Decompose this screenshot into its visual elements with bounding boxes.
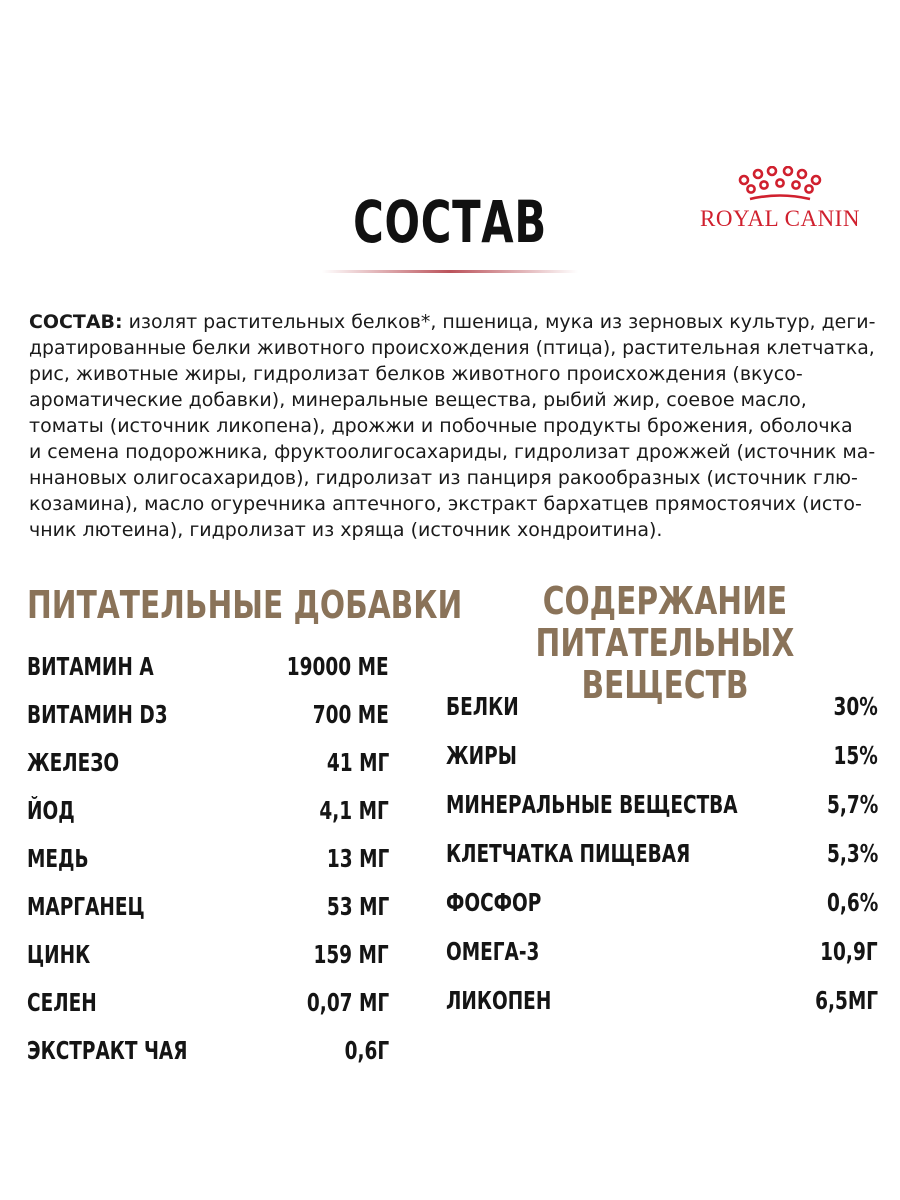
additives-table	[27, 646, 389, 1078]
crown-icon	[738, 166, 822, 206]
composition-line: томаты (источник ликопена), дрожжи и побочные продукты брожения, оболочка	[29, 415, 853, 437]
additive-value: 0,6Г	[344, 1036, 389, 1065]
nutrient-value: 30%	[833, 692, 878, 721]
composition-label: СОСТАВ:	[29, 311, 123, 333]
nutrient-name: КЛЕТЧАТКА ПИЩЕВАЯ	[446, 839, 691, 868]
composition-line	[29, 309, 876, 335]
additive-name: СЕЛЕН	[27, 988, 97, 1017]
additive-name: МЕДЬ	[27, 844, 89, 873]
additive-value: 700 МЕ	[312, 700, 389, 729]
nutrients-table	[446, 686, 878, 1029]
additive-value: 13 МГ	[326, 844, 389, 873]
nutrient-name: ЛИКОПЕН	[446, 986, 552, 1015]
nutrient-row	[446, 686, 878, 735]
additive-name: МАРГАНЕЦ	[27, 892, 145, 921]
nutrient-name: БЕЛКИ	[446, 692, 519, 721]
additive-value: 0,07 МГ	[306, 988, 389, 1017]
composition-line: ароматические добавки), минеральные вещества, рыбий жир, соевое масло,	[29, 389, 807, 411]
additive-row	[27, 1030, 389, 1078]
additive-name: ЖЕЛЕЗО	[27, 748, 120, 777]
nutrient-value: 10,9Г	[820, 937, 878, 966]
nutrient-value: 15%	[833, 741, 878, 770]
additive-row	[27, 934, 389, 982]
composition-line-text: изолят растительных белков*, пшеница, мука из зерновых культур, деги-	[122, 311, 876, 333]
additive-row	[27, 838, 389, 886]
composition-text	[29, 309, 875, 543]
composition-line: дратированные белки животного происхождения (птица), растительная клетчатка,	[29, 337, 875, 359]
additive-value: 4,1 МГ	[319, 796, 389, 825]
nutrient-row	[446, 784, 878, 833]
nutrient-name: МИНЕРАЛЬНЫЕ ВЕЩЕСТВА	[446, 790, 738, 819]
title-underline	[322, 270, 578, 273]
composition-line: рис, животные жиры, гидролизат белков животного происхождения (вкусо-	[29, 363, 803, 385]
brand-name: ROYAL CANIN	[700, 206, 860, 231]
additive-row	[27, 646, 389, 694]
additive-row	[27, 886, 389, 934]
nutrients-heading-line2: ВЕЩЕСТВ	[581, 663, 749, 707]
nutrient-name: ФОСФОР	[446, 888, 542, 917]
additive-value: 41 МГ	[326, 748, 389, 777]
additive-name: ЭКСТРАКТ ЧАЯ	[27, 1036, 188, 1065]
nutrient-row	[446, 980, 878, 1029]
nutrient-row	[446, 882, 878, 931]
nutrients-heading-line1: СОДЕРЖАНИЕ ПИТАТЕЛЬНЫХ	[535, 579, 795, 665]
royal-canin-logo	[682, 166, 878, 238]
additive-value: 53 МГ	[326, 892, 389, 921]
additive-value: 19000 МЕ	[287, 652, 389, 681]
additive-name: ЙОД	[27, 796, 75, 825]
composition-line: чник лютеина), гидролизат из хряща (источник хондроитина).	[29, 519, 663, 541]
nutrient-name: ЖИРЫ	[446, 741, 517, 770]
nutrient-value: 5,7%	[826, 790, 878, 819]
nutrient-row	[446, 735, 878, 784]
page-title: СОСТАВ	[353, 188, 547, 256]
additive-name: ЦИНК	[27, 940, 91, 969]
additive-value: 159 МГ	[313, 940, 389, 969]
composition-line: ннановых олигосахаридов), гидролизат из панциря ракообразных (источник глю-	[29, 467, 858, 489]
additive-row	[27, 742, 389, 790]
additive-row	[27, 694, 389, 742]
nutrient-row	[446, 833, 878, 882]
nutrient-value: 6,5МГ	[815, 986, 878, 1015]
nutrient-value: 5,3%	[826, 839, 878, 868]
additive-name: ВИТАМИН D3	[27, 700, 168, 729]
composition-line: козамина), масло огуречника аптечного, экстракт бархатцев прямостоячих (исто-	[29, 493, 862, 515]
additive-row	[27, 982, 389, 1030]
additives-heading: ПИТАТЕЛЬНЫЕ ДОБАВКИ	[27, 583, 463, 627]
nutrient-value: 0,6%	[826, 888, 878, 917]
composition-line: и семена подорожника, фруктоолигосахариды, гидролизат дрожжей (источник ма-	[29, 441, 876, 463]
additive-row	[27, 790, 389, 838]
nutrient-name: ОМЕГА-3	[446, 937, 540, 966]
nutrient-row	[446, 931, 878, 980]
additive-name: ВИТАМИН А	[27, 652, 154, 681]
